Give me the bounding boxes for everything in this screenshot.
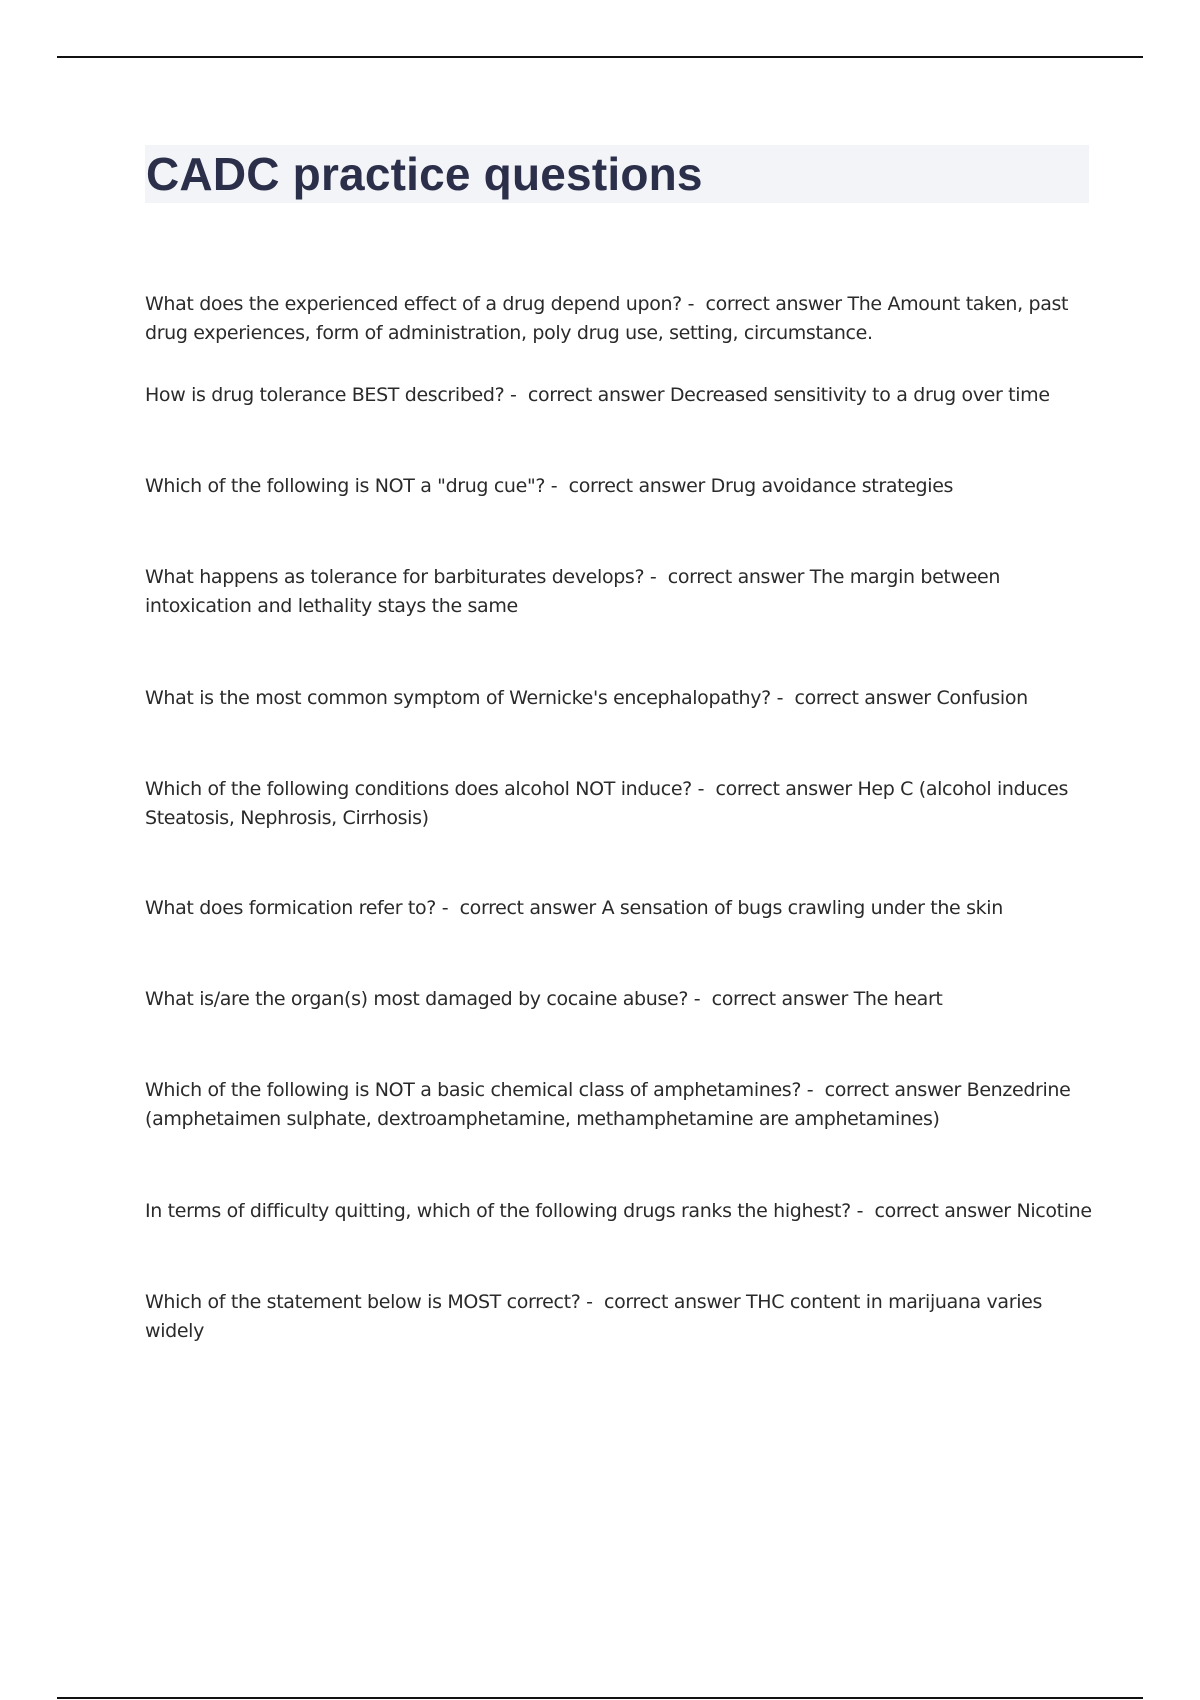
qa-item: How is drug tolerance BEST described? - correct answer Decreased sensitivity to a drug over time bbox=[145, 384, 1050, 406]
answer-text: THC content in marijuana varies widely bbox=[145, 1291, 1043, 1342]
qa-item: Which of the following is NOT a "drug cue"? - correct answer Drug avoidance strategies bbox=[145, 475, 954, 497]
answer-text: Drug avoidance strategies bbox=[710, 475, 954, 497]
top-rule bbox=[57, 56, 1143, 58]
qa-item: What does formication refer to? - correct answer A sensation of bugs crawling under the skin bbox=[145, 897, 1003, 919]
question-text: What happens as tolerance for barbiturates develops? bbox=[145, 566, 645, 588]
answer-prefix: correct answer bbox=[667, 566, 805, 588]
answer-text: The heart bbox=[853, 988, 943, 1010]
answer-prefix: correct answer bbox=[715, 778, 852, 800]
answer-text: Benzedrine (amphetaimen sulphate, dextroamphetamine, methamphetamine are amphetamines) bbox=[145, 1079, 1071, 1130]
question-text: Which of the statement below is MOST correct? bbox=[145, 1291, 581, 1313]
answer-text: A sensation of bugs crawling under the skin bbox=[601, 897, 1003, 919]
answer-prefix: correct answer bbox=[568, 475, 705, 497]
answer-prefix: correct answer bbox=[824, 1079, 961, 1101]
question-text: Which of the following is NOT a basic chemical class of amphetamines? bbox=[145, 1079, 802, 1101]
bottom-rule bbox=[57, 1697, 1143, 1699]
qa-item: Which of the following is NOT a basic chemical class of amphetamines? - correct answer Benzedrine (amphetaimen sulphate, dextroamphetamine, methamphetamine are amphetamines) bbox=[145, 1079, 1071, 1130]
question-text: How is drug tolerance BEST described? bbox=[145, 384, 505, 406]
qa-item: Which of the statement below is MOST correct? - correct answer THC content in marijuana varies widely bbox=[145, 1291, 1043, 1342]
answer-prefix: correct answer bbox=[794, 687, 931, 709]
answer-text: Confusion bbox=[936, 687, 1028, 709]
answer-text: Hep C (alcohol induces Steatosis, Nephrosis, Cirrhosis) bbox=[145, 778, 1069, 829]
answer-prefix: correct answer bbox=[604, 1291, 741, 1313]
answer-text: The margin between intoxication and lethality stays the same bbox=[145, 566, 1001, 617]
question-text: What does the experienced effect of a drug depend upon? bbox=[145, 293, 682, 315]
question-text: In terms of difficulty quitting, which of the following drugs ranks the highest? bbox=[145, 1200, 851, 1222]
qa-item: What is/are the organ(s) most damaged by cocaine abuse? - correct answer The heart bbox=[145, 988, 943, 1010]
answer-prefix: correct answer bbox=[711, 988, 848, 1010]
answer-prefix: correct answer bbox=[705, 293, 842, 315]
document-title: CADC practice questions bbox=[146, 148, 703, 200]
qa-item: In terms of difficulty quitting, which of the following drugs ranks the highest? - correct answer Nicotine bbox=[145, 1200, 1092, 1222]
answer-prefix: correct answer bbox=[874, 1200, 1011, 1222]
qa-item: What is the most common symptom of Wernicke's encephalopathy? - correct answer Confusion bbox=[145, 687, 1028, 709]
question-text: Which of the following conditions does alcohol NOT induce? bbox=[145, 778, 692, 800]
answer-prefix: correct answer bbox=[527, 384, 665, 406]
answer-text: Nicotine bbox=[1016, 1200, 1092, 1222]
question-text: Which of the following is NOT a "drug cue"? bbox=[145, 475, 546, 497]
question-text: What does formication refer to? bbox=[145, 897, 436, 919]
question-text: What is the most common symptom of Wernicke's encephalopathy? bbox=[145, 687, 771, 709]
qa-item: What happens as tolerance for barbiturates develops? - correct answer The margin between intoxication and lethality stays the same bbox=[145, 566, 1001, 617]
qa-item: What does the experienced effect of a drug depend upon? - correct answer The Amount taken, past drug experiences, form of administration, poly drug use, setting, circumstance. bbox=[145, 293, 1069, 344]
answer-text: Decreased sensitivity to a drug over time bbox=[669, 384, 1050, 406]
qa-item: Which of the following conditions does alcohol NOT induce? - correct answer Hep C (alcohol induces Steatosis, Nephrosis, Cirrhosis) bbox=[145, 778, 1069, 829]
question-text: What is/are the organ(s) most damaged by cocaine abuse? bbox=[145, 988, 689, 1010]
answer-prefix: correct answer bbox=[459, 897, 596, 919]
answer-text: The Amount taken, past drug experiences, form of administration, poly drug use, setting, circumstance. bbox=[145, 293, 1069, 344]
